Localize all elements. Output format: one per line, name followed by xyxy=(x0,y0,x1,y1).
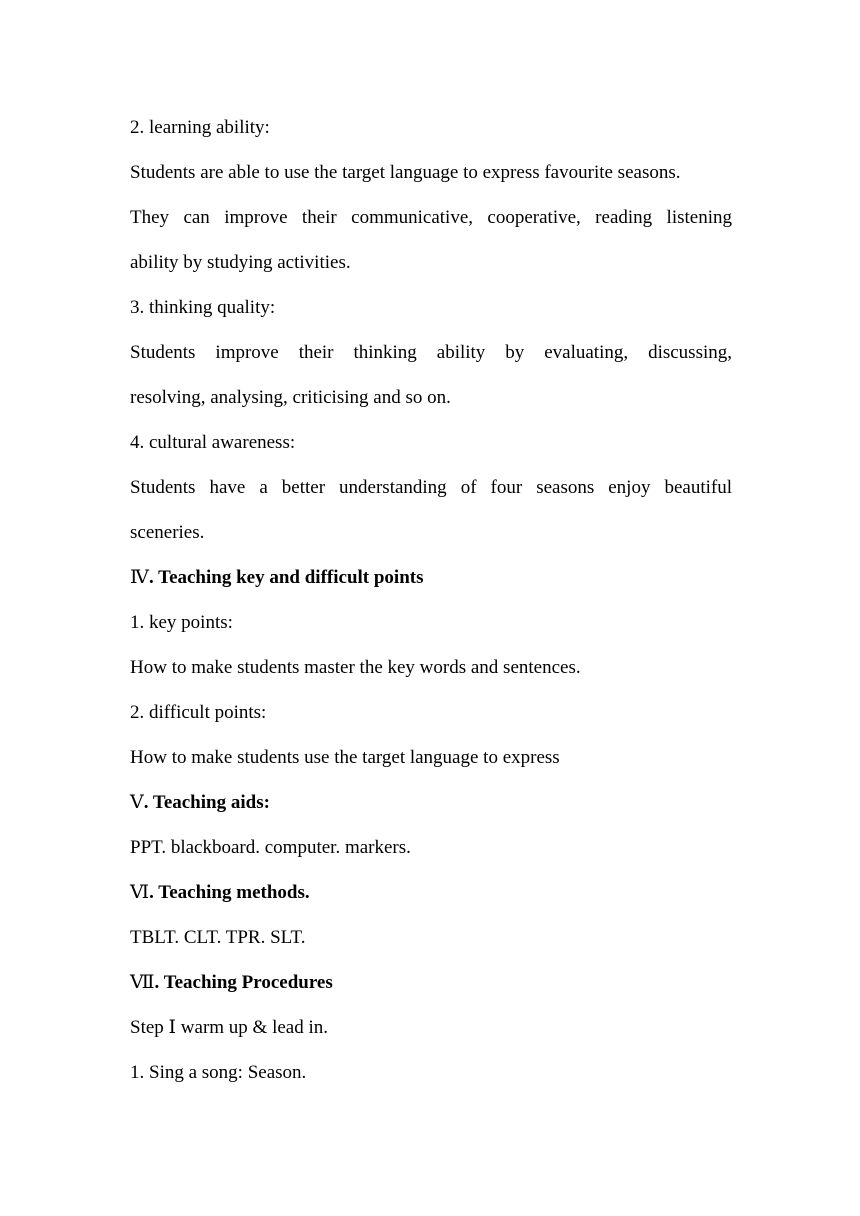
paragraph-line: How to make students use the target language to express xyxy=(130,747,560,768)
section-title: . Teaching Procedures xyxy=(154,972,333,993)
section-heading-teaching-methods xyxy=(130,873,732,918)
paragraph-line: sceneries. xyxy=(130,522,205,543)
section-heading-teaching-procedures xyxy=(130,963,732,1008)
section-numeral: Ⅴ xyxy=(130,792,144,813)
section-title: . Teaching aids: xyxy=(143,792,270,813)
paragraph-line: 1. Sing a song: Season. xyxy=(130,1062,307,1083)
paragraph-line: Students improve their thinking ability by evaluating, discussing, xyxy=(130,342,732,363)
subheading-key-points: 1. key points: xyxy=(130,612,233,633)
section-heading-teaching-aids xyxy=(130,783,732,828)
paragraph-line: Students are able to use the target language to express favourite seasons. xyxy=(130,162,681,183)
paragraph-line: How to make students master the key words and sentences. xyxy=(130,657,581,678)
section-numeral: Ⅶ xyxy=(130,972,155,993)
paragraph-line: PPT. blackboard. computer. markers. xyxy=(130,837,411,858)
subheading-thinking-quality: 3. thinking quality: xyxy=(130,297,276,318)
section-title: . Teaching methods. xyxy=(149,882,310,903)
section-numeral: Ⅳ xyxy=(130,567,149,588)
subheading-difficult-points: 2. difficult points: xyxy=(130,702,267,723)
paragraph-line: resolving, analysing, criticising and so on. xyxy=(130,387,451,408)
subheading-cultural-awareness: 4. cultural awareness: xyxy=(130,432,296,453)
paragraph-line: ability by studying activities. xyxy=(130,252,351,273)
paragraph-line: They can improve their communicative, cooperative, reading listening xyxy=(130,207,732,228)
section-numeral: Ⅵ xyxy=(130,882,150,903)
subheading-learning-ability: 2. learning ability: xyxy=(130,117,270,138)
section-heading-key-points xyxy=(130,558,732,603)
step-heading: Step Ⅰ warm up & lead in. xyxy=(130,1017,328,1038)
paragraph-line: TBLT. CLT. TPR. SLT. xyxy=(130,927,306,948)
paragraph-line: Students have a better understanding of four seasons enjoy beautiful xyxy=(130,477,732,498)
section-title: . Teaching key and difficult points xyxy=(148,567,424,588)
document-page xyxy=(130,108,732,1098)
